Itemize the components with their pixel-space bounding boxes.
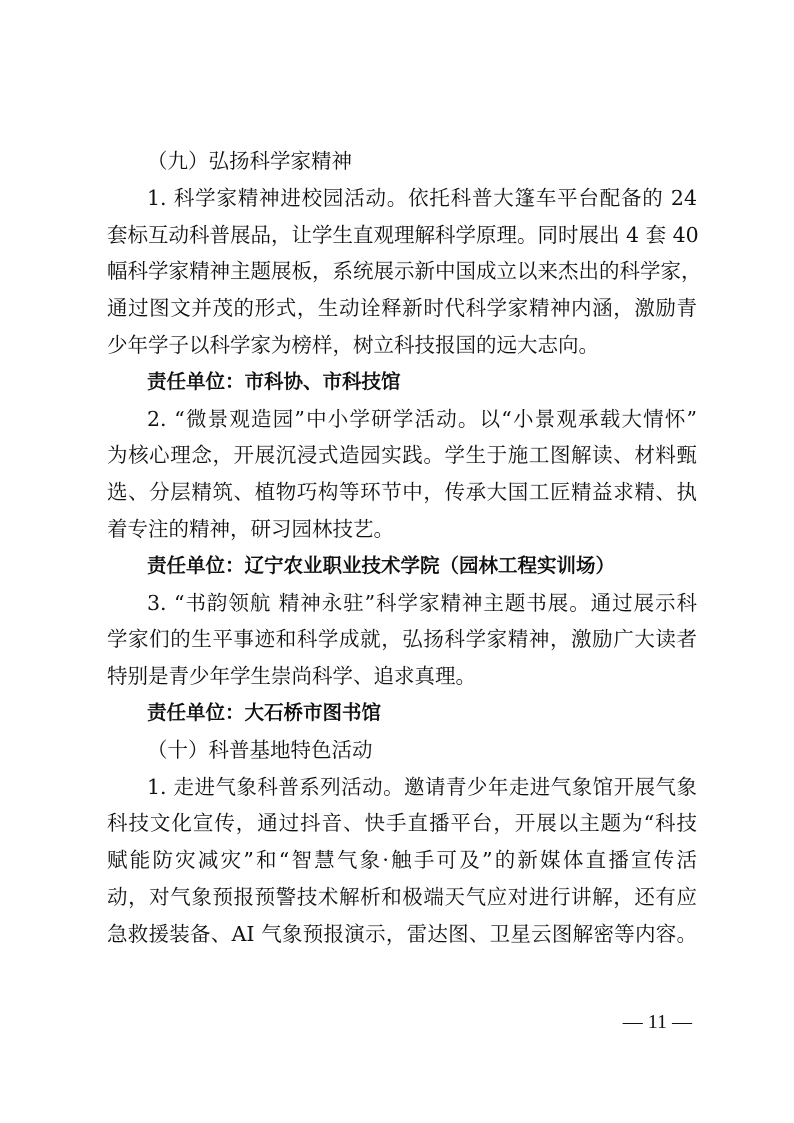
paragraph-3-line-3: 特别是青少年学生崇尚科学、追求真理。	[107, 664, 476, 689]
paragraph-2-line-4: 着专注的精神，研习园林技艺。	[107, 516, 394, 541]
page-number: — 11 —	[622, 1011, 692, 1033]
paragraph-4-line-1: 1. 走进气象科普系列活动。邀请青少年走进气象馆开展气象	[147, 774, 697, 799]
paragraph-1-line-2: 套标互动科普展品，让学生直观理解科学原理。同时展出 4 套 40	[107, 222, 699, 247]
paragraph-2-line-3: 选、分层精筑、植物巧构等环节中，传承大国工匠精益求精、执	[107, 480, 697, 505]
paragraph-3-line-1: 3. “书韵领航 精神永驻”科学家精神主题书展。通过展示科	[147, 590, 697, 615]
paragraph-2-line-1: 2. “微景观造园”中小学研学活动。以“小景观承载大情怀”	[147, 406, 697, 431]
paragraph-4-line-3: 赋能防灾减灾”和“智慧气象·触手可及”的新媒体直播宣传活	[107, 848, 697, 873]
paragraph-3-line-2: 学家们的生平事迹和科学成就，弘扬科学家精神，激励广大读者	[107, 627, 697, 652]
paragraph-1-line-4: 通过图文并茂的形式，生动诠释新时代科学家精神内涵，激励青	[107, 296, 697, 321]
responsible-unit-1: 责任单位：市科协、市科技馆	[147, 369, 401, 393]
paragraph-2-line-2: 为核心理念，开展沉浸式造园实践。学生于施工图解读、材料甄	[107, 443, 697, 468]
responsible-unit-2: 责任单位：辽宁农业职业技术学院（园林工程实训场）	[147, 553, 616, 577]
section-heading-10: （十）科普基地特色活动	[147, 737, 373, 762]
document-page	[107, 143, 702, 953]
paragraph-1-line-1: 1. 科学家精神进校园活动。依托科普大篷车平台配备的 24	[147, 185, 697, 210]
paragraph-4-line-4: 动，对气象预报预警技术解析和极端天气应对进行讲解，还有应	[107, 884, 697, 909]
paragraph-4-line-5: 急救援装备、AI 气象预报演示，雷达图、卫星云图解密等内容。	[107, 921, 697, 946]
paragraph-1-line-5: 少年学子以科学家为榜样，树立科技报国的远大志向。	[107, 332, 599, 357]
section-heading-9: （九）弘扬科学家精神	[147, 149, 352, 173]
paragraph-1-line-3: 幅科学家精神主题展板，系统展示新中国成立以来杰出的科学家，	[107, 259, 702, 284]
responsible-unit-3: 责任单位：大石桥市图书馆	[147, 700, 382, 724]
paragraph-4-line-2: 科技文化宣传，通过抖音、快手直播平台，开展以主题为“科技	[107, 811, 697, 836]
